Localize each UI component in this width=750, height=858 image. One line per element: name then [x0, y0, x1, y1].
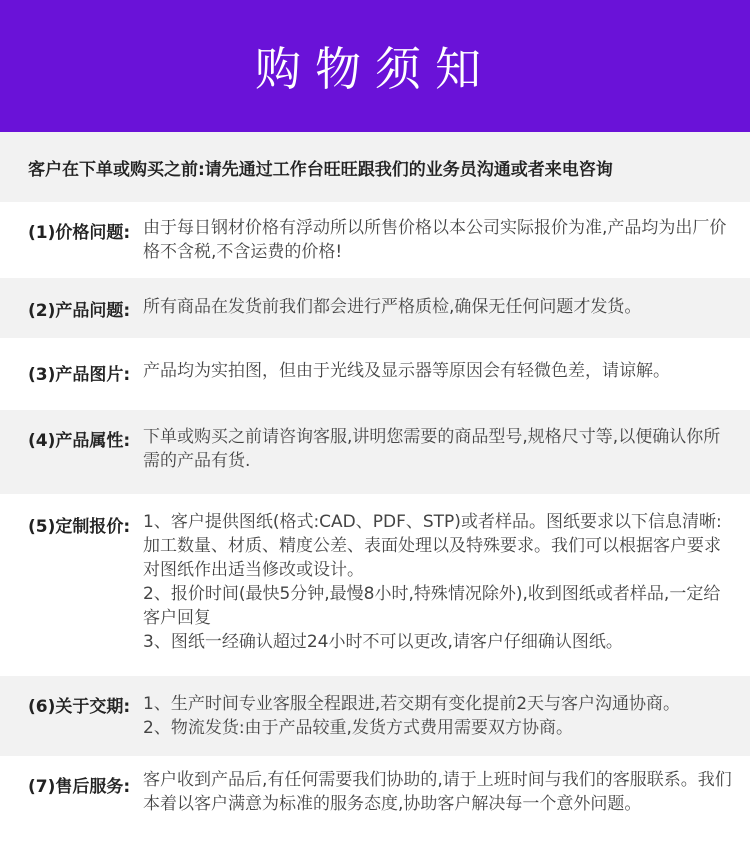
header-banner: [0, 0, 750, 132]
section-attributes: [0, 410, 750, 494]
section-after-sales: [0, 756, 750, 858]
section-images: [0, 338, 750, 410]
section-text: 3、图纸一经确认超过24小时不可以更改,请客户仔细确认图纸。: [143, 632, 623, 652]
section-label: (5)定制报价:: [28, 517, 131, 537]
intro-notice: 客户在下单或购买之前:请先通过工作台旺旺跟我们的业务员沟通或者来电咨询: [0, 132, 750, 202]
section-delivery: [0, 676, 750, 756]
section-text: 下单或购买之前请咨询客服,讲明您需要的商品型号,规格尺寸等,以便确认你所需的产品有货.: [143, 427, 721, 471]
section-content: [143, 295, 733, 319]
section-label: (3)产品图片:: [28, 365, 131, 385]
section-text: 由于每日钢材价格有浮动所以所售价格以本公司实际报价为准,产品均为出厂价格不含税,不含运费的价格!: [143, 218, 727, 262]
section-label: (6)关于交期:: [28, 697, 131, 717]
section-text: 2、物流发货:由于产品较重,发货方式费用需要双方协商。: [143, 718, 573, 738]
section-content: [143, 216, 733, 264]
section-content: [143, 692, 733, 740]
section-label: (2)产品问题:: [28, 301, 131, 321]
section-content: [143, 510, 733, 654]
section-text: 2、报价时间(最快5分钟,最慢8小时,特殊情况除外),收到图纸或者样品,一定给客户回复: [143, 584, 721, 628]
section-text: 1、生产时间专业客服全程跟进,若交期有变化提前2天与客户沟通协商。: [143, 694, 681, 714]
section-text: 所有商品在发货前我们都会进行严格质检,确保无任何问题才发货。: [143, 297, 642, 317]
page-title: 购物须知: [255, 42, 495, 96]
section-price: [0, 202, 750, 278]
section-text: 客户收到产品后,有任何需要我们协助的,请于上班时间与我们的客服联系。我们本着以客户满意为标准的服务态度,协助客户解决每一个意外问题。: [143, 770, 732, 814]
section-product: [0, 278, 750, 338]
section-label: (1)价格问题:: [28, 223, 131, 243]
section-text: 1、客户提供图纸(格式:CAD、PDF、STP)或者样品。图纸要求以下信息清晰:加工数量、材质、精度公差、表面处理以及特殊要求。我们可以根据客户要求对图纸作出适当修改或设计。: [143, 512, 722, 580]
section-content: [143, 768, 733, 816]
section-label: (7)售后服务:: [28, 777, 131, 797]
section-content: [143, 359, 733, 383]
section-custom-quote: [0, 494, 750, 676]
section-label: (4)产品属性:: [28, 431, 131, 451]
section-text: 产品均为实拍图，但由于光线及显示器等原因会有轻微色差，请谅解。: [143, 361, 670, 381]
section-content: [143, 425, 733, 473]
